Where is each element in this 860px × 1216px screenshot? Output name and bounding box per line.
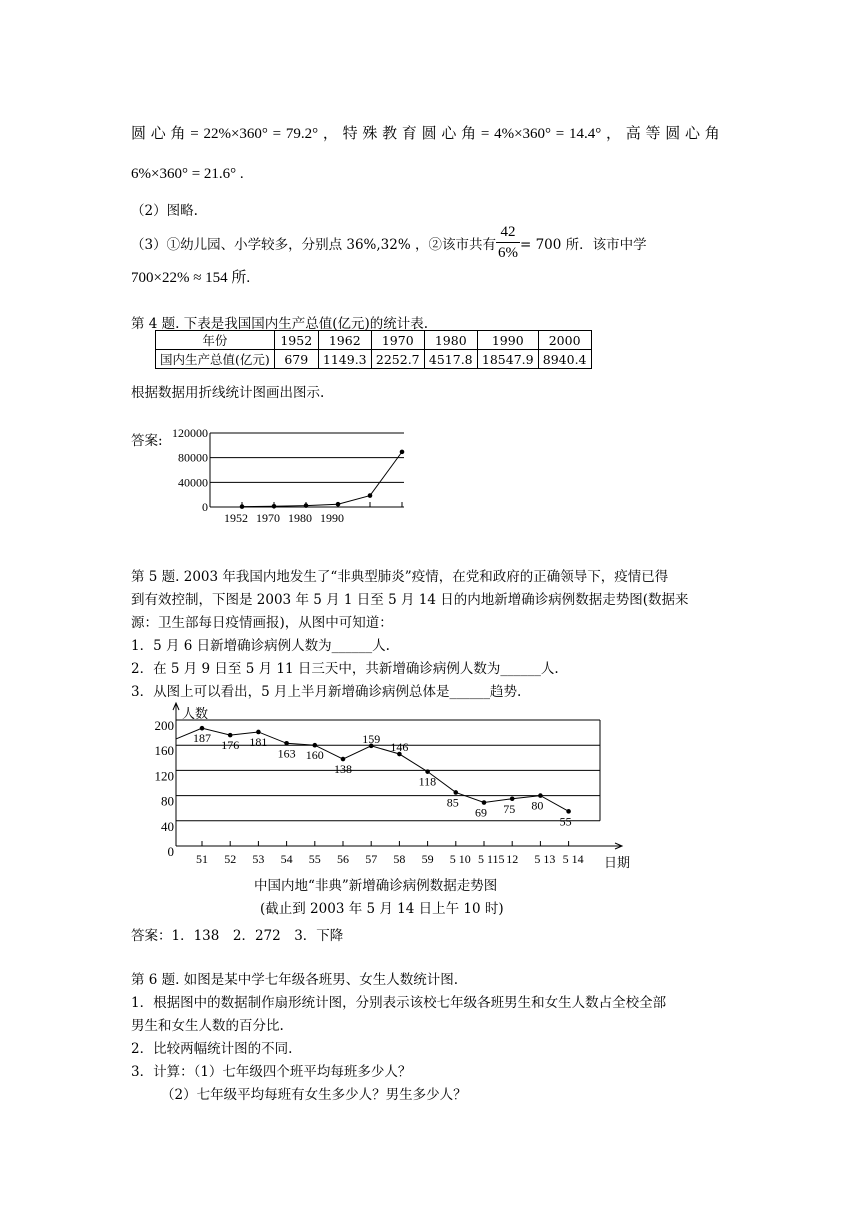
data-label: 69 [475, 805, 487, 820]
q5-title: 第 5 题. 2003 年我国内地发生了“非典型肺炎”疫情，在党和政府的正确领导下，疫情已得 [131, 569, 669, 585]
y-tick-label: 120000 [172, 426, 208, 440]
q5-text-line-2: 到有效控制，下图是 2003 年 5 月 1 日至 5 月 14 日的内地新增确诊病例数据走势图(数据来 [131, 592, 689, 608]
data-label: 176 [221, 738, 240, 753]
data-point [272, 504, 277, 509]
table-cell: 1980 [424, 331, 477, 350]
table-cell: 1149.3 [318, 350, 371, 369]
x-tick-label: 1980 [288, 511, 312, 525]
q6-item-1: 1．根据图中的数据制作扇形统计图，分别表示该校七年级各班男生和女生人数占全校全部 [131, 995, 667, 1011]
q6-item-1-cont: 男生和女生人数的百分比. [131, 1018, 284, 1034]
y-tick-label: 80 [161, 793, 174, 809]
x-tick-label: 54 [280, 852, 293, 866]
x-tick-label: 58 [393, 852, 406, 866]
table-cell: 2000 [538, 331, 591, 350]
data-point [482, 800, 487, 805]
y-tick-label: 80000 [178, 450, 208, 465]
table-cell: 8940.4 [538, 350, 591, 369]
data-label: 163 [277, 746, 296, 761]
chart-caption: 中国内地“非典”新增确诊病例数据走势图 [254, 878, 498, 894]
answer-line-2: 6%×360° = 21.6° . [131, 166, 244, 182]
data-point [425, 769, 430, 774]
data-label: 146 [390, 740, 409, 755]
y-tick-label: 120 [154, 768, 174, 784]
x-tick-label: 5 115 [478, 852, 505, 866]
x-tick-label: 55 [308, 852, 321, 866]
table-cell: 年份 [156, 331, 275, 350]
answer-part-3-text: （3）①幼儿园、小学较多，分别点 36%,32% ，②该市共有 [131, 236, 496, 253]
q5-answer: 答案：1．138 2．272 3．下降 [131, 928, 344, 944]
gdp-table [155, 330, 592, 369]
x-tick-label: 1970 [256, 511, 280, 525]
q4-instruction: 根据数据用折线统计图画出图示. [131, 385, 325, 401]
q5-text-line-3: 源：卫生部每日疫情画报)，从图中可知道： [131, 615, 393, 631]
answer-part-3 [131, 222, 647, 263]
y-tick-label: 160 [154, 743, 174, 759]
y-tick-label: 40 [161, 818, 174, 834]
q5-item-2: 2．在 5 月 9 日至 5 月 11 日三天中，共新增确诊病例人数为______人. [131, 661, 559, 677]
q4-title: 第 4 题. 下表是我国国内生产总值(亿元)的统计表. [131, 316, 429, 332]
y-tick-label: 0 [202, 500, 208, 514]
table-cell: 679 [274, 350, 318, 369]
fraction-numerator: 42 [496, 222, 520, 243]
x-tick-label: 1990 [320, 511, 344, 525]
x-tick-label: 5 14 [562, 852, 584, 866]
table-cell: 18547.9 [477, 350, 538, 369]
table-cell: 4517.8 [424, 350, 477, 369]
data-point [256, 730, 261, 735]
table-cell: 国内生产总值(亿元) [156, 350, 275, 369]
table-row [156, 331, 592, 350]
x-tick-label: 52 [224, 852, 237, 866]
data-point [510, 796, 515, 801]
fraction [496, 222, 520, 263]
data-point [400, 450, 405, 455]
data-point [200, 726, 205, 731]
answer-part-3-tail: = 700 所．该市中学 [519, 236, 647, 253]
x-tick-label: 53 [252, 852, 265, 866]
data-point [313, 743, 318, 748]
q5-item-1: 1．5 月 6 日新增确诊病例人数为______人. [131, 638, 390, 654]
x-tick-label: 12 [506, 852, 519, 866]
data-label: 138 [334, 762, 352, 777]
data-point [336, 502, 341, 507]
x-tick-label: 57 [365, 852, 378, 866]
answer-part-2: （2）图略. [131, 203, 198, 219]
table-cell: 1990 [477, 331, 538, 350]
fraction-denominator: 6% [497, 245, 518, 261]
data-point [240, 504, 245, 509]
data-point [228, 733, 233, 738]
data-point [538, 793, 543, 798]
data-label: 160 [305, 748, 324, 763]
data-point [368, 493, 373, 498]
q6-item-3-sub: （2）七年级平均每班有女生多少人？男生多少人？ [161, 1087, 467, 1103]
data-label: 118 [418, 774, 437, 789]
answer-line-1: 圆 心 角 = 22%×360° = 79.2° ， 特 殊 教 育 圆 心 角 = 4%×360° = 14.4° ， 高 等 圆 心 角 [131, 126, 720, 142]
y-axis-label: 人数 [182, 706, 209, 721]
x-tick-label: 5 13 [534, 852, 556, 866]
data-point [341, 757, 346, 762]
x-tick-label: 1952 [224, 511, 248, 525]
chart-caption-date: (截止到 2003 年 5 月 14 日上午 10 时) [260, 901, 504, 917]
data-label: 55 [559, 814, 572, 829]
data-label: 80 [531, 798, 544, 813]
data-point [566, 809, 571, 814]
x-tick-label: 5 10 [449, 852, 471, 866]
table-cell: 1952 [274, 331, 318, 350]
data-label: 181 [249, 734, 268, 749]
y-tick-label: 40000 [178, 475, 208, 490]
table-cell: 1970 [371, 331, 424, 350]
q6-item-3: 3．计算：（1）七年级四个班平均每班多少人？ [131, 1064, 412, 1080]
series-line [242, 452, 402, 507]
data-point [454, 790, 459, 795]
table-row [156, 350, 592, 369]
q5-item-3: 3．从图上可以看出，5 月上半月新增确诊病例总体是______趋势. [131, 684, 522, 700]
data-label: 187 [193, 731, 211, 746]
data-label: 75 [503, 801, 516, 816]
answer-line-last: 700×22% ≈ 154 所. [131, 270, 251, 286]
sars-line-chart [140, 700, 660, 875]
gdp-line-chart [160, 426, 460, 526]
table-cell: 2252.7 [371, 350, 424, 369]
q4-answer-label: 答案: [131, 433, 163, 449]
y-tick-label: 0 [167, 844, 174, 859]
y-tick-label: 200 [154, 718, 174, 733]
x-axis-label: 日期 [604, 855, 631, 870]
data-label: 159 [362, 731, 381, 746]
table-cell: 1962 [318, 331, 371, 350]
x-tick-label: 51 [196, 852, 208, 866]
data-point [304, 503, 309, 508]
data-label: 85 [446, 795, 459, 810]
q6-item-2: 2．比较两幅统计图的不同. [131, 1041, 293, 1057]
data-point [284, 741, 289, 746]
q6-title: 第 6 题. 如图是某中学七年级各班男、女生人数统计图. [131, 972, 459, 988]
x-tick-label: 56 [337, 852, 349, 866]
x-tick-label: 59 [421, 852, 434, 866]
